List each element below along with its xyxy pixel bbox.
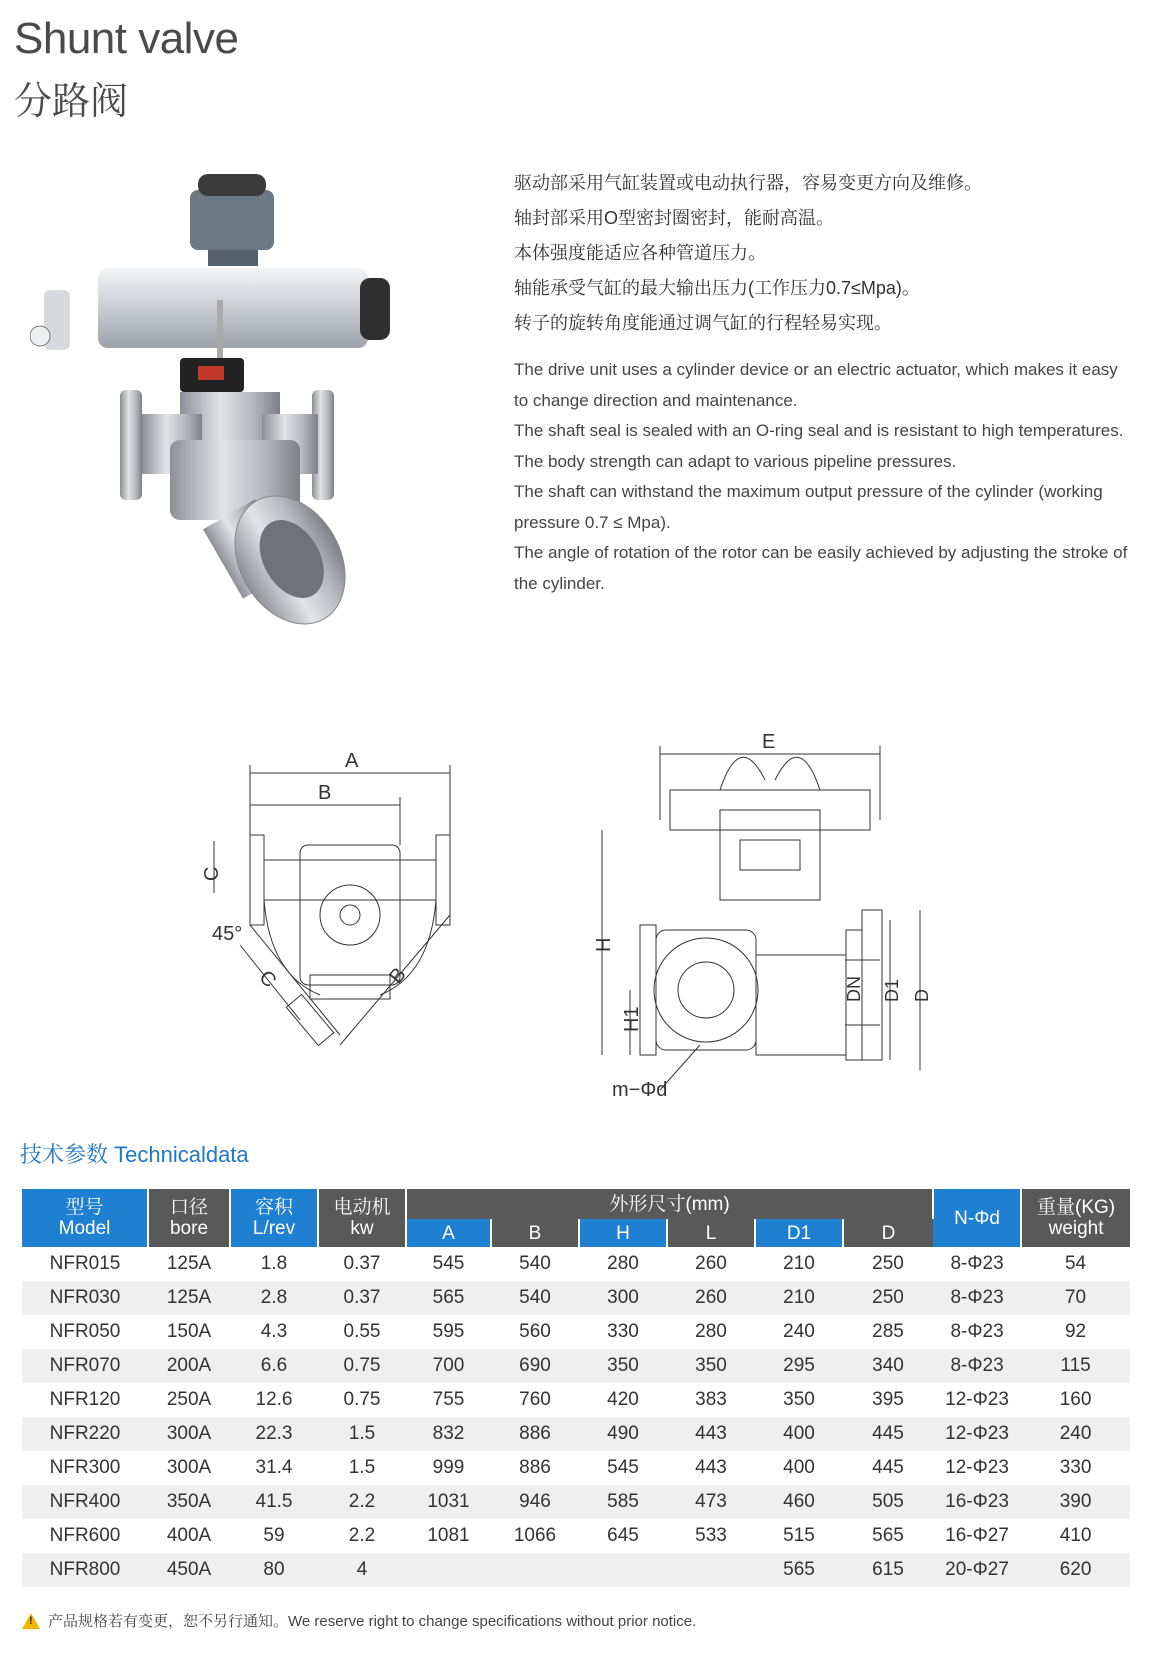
table-row <box>22 1417 1130 1451</box>
table-cell: 445 <box>872 1457 904 1478</box>
table-cell: 0.37 <box>343 1253 381 1274</box>
table-cell: 0.75 <box>318 1349 406 1383</box>
table-cell: NFR300 <box>49 1457 121 1478</box>
table-cell: 1081 <box>427 1525 470 1546</box>
table-cell: 41.5 <box>230 1485 318 1519</box>
table-cell: 210 <box>783 1253 815 1274</box>
section-title: 技术参数 Technicaldata <box>20 1142 249 1167</box>
table-cell: NFR030 <box>22 1281 148 1315</box>
feature-en-item: The body strength can adapt to various pipeline pressures. <box>514 451 957 471</box>
table-cell: 285 <box>872 1321 904 1342</box>
table-cell: 615 <box>843 1553 933 1587</box>
table-cell: 12-Φ23 <box>945 1457 1009 1478</box>
dim-c-label: C <box>201 866 223 881</box>
table-cell: 92 <box>1064 1321 1087 1342</box>
table-cell: 80 <box>230 1553 318 1587</box>
table-cell: 620 <box>1021 1553 1130 1587</box>
table-row <box>22 1315 1130 1349</box>
table-cell: 350 <box>783 1389 815 1410</box>
table-cell: 585 <box>579 1485 667 1519</box>
table-cell: 350A <box>148 1485 230 1519</box>
feature-en-item: The drive unit uses a cylinder device or an electric actuator, which makes it easy to change direction and maintenance. <box>514 360 1118 410</box>
features-en <box>514 355 1134 599</box>
table-row <box>22 1383 1130 1417</box>
table-cell: 1.8 <box>260 1253 288 1274</box>
feature-cn-item: 本体强度能适应各种管道压力。 <box>514 243 766 263</box>
dim-c2-label: C <box>254 966 281 993</box>
table-cell: 420 <box>607 1389 639 1410</box>
table-cell: 390 <box>1021 1485 1130 1519</box>
table-cell: 395 <box>872 1389 904 1410</box>
table-cell: 4 <box>318 1553 406 1587</box>
dim-a-label: A <box>345 750 359 772</box>
table-cell: 260 <box>695 1253 727 1274</box>
table-cell: 210 <box>755 1281 843 1315</box>
col-b: B <box>491 1219 579 1247</box>
table-cell: 0.75 <box>343 1389 381 1410</box>
table-cell: 443 <box>667 1417 755 1451</box>
col-d1: D1 <box>755 1219 843 1247</box>
table-cell: 280 <box>607 1253 639 1274</box>
table-cell: 755 <box>432 1389 465 1410</box>
table-cell: 300A <box>166 1457 212 1478</box>
dim-h1-label: H1 <box>621 1006 643 1032</box>
feature-cn-item: 驱动部采用气缸装置或电动执行器，容易变更方向及维修。 <box>514 173 982 193</box>
table-cell: 350 <box>667 1349 755 1383</box>
table-cell: 340 <box>843 1349 933 1383</box>
feature-cn-item: 轴封部采用O型密封圈密封，能耐高温。 <box>514 208 834 228</box>
table-cell: 540 <box>491 1281 579 1315</box>
table-cell: 445 <box>843 1417 933 1451</box>
table-cell <box>491 1553 579 1587</box>
table-row <box>22 1451 1130 1485</box>
top-view-drawing <box>200 745 500 1090</box>
table-cell: NFR050 <box>49 1321 121 1342</box>
warning-icon <box>22 1613 40 1629</box>
table-cell: 260 <box>667 1281 755 1315</box>
table-cell: NFR600 <box>49 1525 121 1546</box>
table-cell: NFR015 <box>49 1253 121 1274</box>
table-cell: 20-Φ27 <box>933 1553 1021 1587</box>
table-cell: 505 <box>843 1485 933 1519</box>
table-cell: 54 <box>1064 1253 1087 1274</box>
table-cell: 0.55 <box>343 1321 381 1342</box>
col-bore: 口径 bore <box>148 1189 230 1247</box>
col-motor: 电动机 kw <box>318 1189 406 1247</box>
table-row <box>22 1485 1130 1519</box>
table-cell: 350 <box>579 1349 667 1383</box>
dim-d1-label: D1 <box>882 978 902 1002</box>
valve-photo <box>30 160 430 650</box>
table-cell: 886 <box>519 1457 551 1478</box>
table-cell: 1031 <box>406 1485 491 1519</box>
table-cell: 0.37 <box>318 1281 406 1315</box>
table-row <box>22 1247 1130 1281</box>
table-cell: 490 <box>579 1417 667 1451</box>
table-cell: 400A <box>166 1525 212 1546</box>
table-cell: 533 <box>695 1525 727 1546</box>
table-cell: 250 <box>843 1281 933 1315</box>
table-cell: 460 <box>755 1485 843 1519</box>
table-cell: 150A <box>166 1321 212 1342</box>
table-cell: 125A <box>148 1281 230 1315</box>
table-cell: 280 <box>695 1321 727 1342</box>
table-cell: 565 <box>872 1525 904 1546</box>
table-cell: 443 <box>695 1457 727 1478</box>
table-cell: NFR800 <box>22 1553 148 1587</box>
spec-table <box>22 1189 1130 1587</box>
feature-en-item: The shaft seal is sealed with an O-ring seal and is resistant to high temperatures. <box>514 421 1124 440</box>
dim-b-label: B <box>318 782 332 804</box>
feature-en-item: The shaft can withstand the maximum output pressure of the cylinder (working pressure 0.7 ≤ Mpa). <box>514 482 1103 532</box>
table-row <box>22 1349 1130 1383</box>
table-cell: 4.3 <box>260 1321 288 1342</box>
table-cell: 6.6 <box>230 1349 318 1383</box>
table-cell: 2.2 <box>348 1525 376 1546</box>
col-a: A <box>406 1219 491 1247</box>
col-capacity: 容积 L/rev <box>230 1189 318 1247</box>
dim-dn-label: DN <box>844 976 864 1002</box>
col-holes: N-Φd <box>933 1189 1021 1247</box>
feature-cn-item: 轴能承受气缸的最大输出压力(工作压力0.7≤Mpa)。 <box>514 278 920 298</box>
table-cell: 832 <box>406 1417 491 1451</box>
table-cell: 2.2 <box>318 1485 406 1519</box>
table-cell: 999 <box>432 1457 465 1478</box>
col-l: L <box>667 1219 755 1247</box>
table-cell <box>667 1553 755 1587</box>
table-cell: 250A <box>166 1389 212 1410</box>
col-d: D <box>843 1219 933 1247</box>
page-title-cn: 分路阀 <box>14 81 129 123</box>
table-cell: 2.8 <box>230 1281 318 1315</box>
table-cell: 565 <box>755 1553 843 1587</box>
table-cell: 383 <box>695 1389 727 1410</box>
table-cell: 1.5 <box>348 1457 376 1478</box>
notice <box>22 1610 696 1631</box>
table-cell: 595 <box>432 1321 465 1342</box>
table-cell: 400 <box>783 1457 815 1478</box>
table-cell: 8-Φ23 <box>933 1349 1021 1383</box>
table-cell: 250 <box>872 1253 904 1274</box>
table-cell: 410 <box>1059 1525 1092 1546</box>
dim-d-label: D <box>912 989 932 1002</box>
table-cell: 540 <box>519 1253 551 1274</box>
table-cell: 545 <box>432 1253 465 1274</box>
table-cell: 690 <box>491 1349 579 1383</box>
table-cell: 160 <box>1059 1389 1092 1410</box>
table-cell: 12-Φ23 <box>945 1389 1009 1410</box>
table-cell: 946 <box>491 1485 579 1519</box>
feature-cn-item: 转子的旋转角度能通过调气缸的行程轻易实现。 <box>514 313 892 333</box>
col-h: H <box>579 1219 667 1247</box>
table-cell: NFR400 <box>22 1485 148 1519</box>
table-cell: 8-Φ23 <box>950 1321 1004 1342</box>
notice-text: 产品规格若有变更，恕不另行通知。We reserve right to change specifications without prior notice. <box>48 1613 697 1630</box>
table-cell: 22.3 <box>230 1417 318 1451</box>
table-cell: 8-Φ23 <box>933 1281 1021 1315</box>
dim-h-label: H <box>593 937 615 952</box>
table-cell: 400 <box>755 1417 843 1451</box>
table-cell: 240 <box>1021 1417 1130 1451</box>
table-row <box>22 1281 1130 1315</box>
table-cell: 545 <box>607 1457 639 1478</box>
table-cell <box>579 1553 667 1587</box>
table-cell: 760 <box>519 1389 551 1410</box>
table-row <box>22 1519 1130 1553</box>
table-cell: 473 <box>667 1485 755 1519</box>
table-cell: 12.6 <box>255 1389 293 1410</box>
table-cell: 1.5 <box>318 1417 406 1451</box>
page-title: Shunt valve <box>14 14 239 63</box>
table-cell: 16-Φ27 <box>945 1525 1009 1546</box>
table-cell: 330 <box>1059 1457 1092 1478</box>
table-cell: 515 <box>783 1525 815 1546</box>
table-cell: 886 <box>491 1417 579 1451</box>
table-cell: NFR120 <box>49 1389 121 1410</box>
holes-label: m−Φd <box>612 1079 668 1101</box>
table-cell: 330 <box>607 1321 639 1342</box>
table-cell <box>406 1553 491 1587</box>
table-cell: 565 <box>406 1281 491 1315</box>
side-view-drawing <box>590 730 980 1105</box>
table-cell: 700 <box>406 1349 491 1383</box>
table-cell: 8-Φ23 <box>950 1253 1004 1274</box>
table-cell: NFR220 <box>22 1417 148 1451</box>
col-dimensions: 外形尺寸(mm) <box>406 1189 933 1219</box>
col-weight: 重量(KG) weight <box>1021 1189 1130 1247</box>
table-cell: 200A <box>148 1349 230 1383</box>
table-cell: 70 <box>1021 1281 1130 1315</box>
features-cn <box>514 166 1134 341</box>
table-cell: 295 <box>755 1349 843 1383</box>
col-model: 型号 Model <box>22 1189 148 1247</box>
table-cell: 12-Φ23 <box>933 1417 1021 1451</box>
dim-e-label: E <box>762 731 776 753</box>
dim-b2-label: B <box>385 963 411 988</box>
table-cell: 115 <box>1021 1349 1130 1383</box>
table-cell: 560 <box>519 1321 551 1342</box>
table-cell: NFR070 <box>22 1349 148 1383</box>
angle-label: 45° <box>212 923 243 945</box>
table-row <box>22 1553 1130 1587</box>
table-cell: 31.4 <box>255 1457 293 1478</box>
table-cell: 16-Φ23 <box>933 1485 1021 1519</box>
table-cell: 300 <box>579 1281 667 1315</box>
table-cell: 125A <box>166 1253 212 1274</box>
feature-en-item: The angle of rotation of the rotor can be easily achieved by adjusting the stroke of the cylinder. <box>514 543 1128 593</box>
table-cell: 450A <box>148 1553 230 1587</box>
table-cell: 1066 <box>513 1525 557 1546</box>
table-cell: 300A <box>148 1417 230 1451</box>
table-cell: 240 <box>783 1321 815 1342</box>
table-cell: 645 <box>607 1525 639 1546</box>
table-cell: 59 <box>263 1525 285 1546</box>
